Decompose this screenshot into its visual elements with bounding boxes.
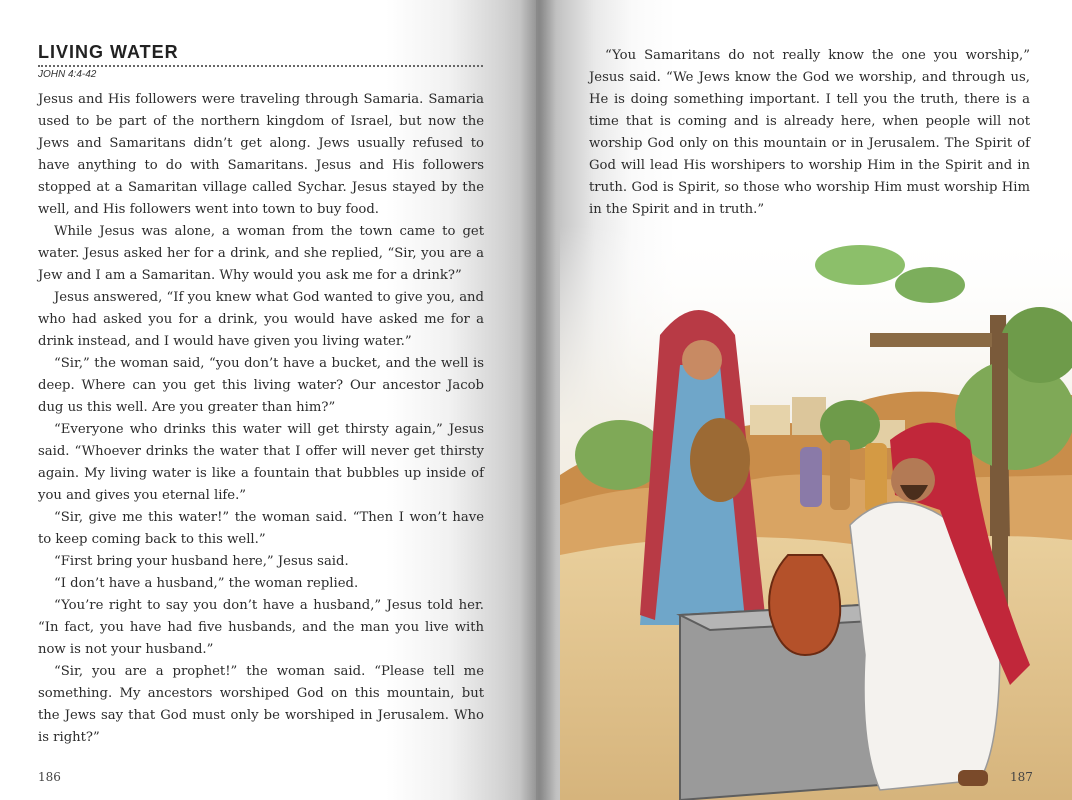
right-body-text: [589, 45, 1030, 221]
scripture-reference: JOHN 4:4-42: [38, 69, 97, 80]
bush: [820, 400, 880, 450]
paragraph: “Sir, you are a prophet!” the woman said. “Please tell me something. My ancestors worshiped God on this mountain, but the Jews say that God must only be worshiped in Jerusalem. Who is right?”: [38, 664, 484, 745]
story-title: LIVING WATER: [38, 42, 179, 62]
well-crossbeam: [870, 333, 1005, 347]
paragraph: “You Samaritans do not really know the one you worship,” Jesus said. “We Jews know the God we worship, and through us, He is doing something important. I tell you the truth, there is a time that is coming and is already here, when people will not worship God only on this mountain or in Jerusalem. The Spirit of God will lead His worshipers to worship Him in the Spirit and in truth. God is Spirit, so those who worship Him must worship Him in the Spirit and in truth.”: [589, 48, 1030, 217]
page-number-left: 186: [38, 770, 61, 784]
traveler: [800, 447, 822, 507]
traveler: [830, 440, 850, 510]
vine-leaves: [895, 267, 965, 303]
paragraph: While Jesus was alone, a woman from the town came to get water. Jesus asked her for a drink, and she replied, “Sir, you are a Jew and I am a Samaritan. Why would you ask me for a drink?”: [38, 224, 484, 283]
book-gutter-shadow: [520, 0, 556, 800]
paragraph: “First bring your husband here,” Jesus said.: [54, 554, 349, 569]
traveler: [865, 443, 887, 513]
illustration-woman-at-well: [560, 225, 1072, 800]
village-building: [750, 405, 790, 435]
paragraph: “I don’t have a husband,” the woman replied.: [54, 576, 359, 591]
paragraph: “Everyone who drinks this water will get thirsty again,” Jesus said. “Whoever drinks the water that I offer will never get thirsty again. My living water is like a fountain that bubbles up inside of you and gives you eternal life.”: [38, 422, 484, 503]
red-jar: [769, 555, 840, 655]
sandal: [958, 770, 988, 786]
paragraph: “You’re right to say you don’t have a husband,” Jesus told her. “In fact, you have had five husbands, and the man you live with now is not your husband.”: [38, 598, 484, 657]
paragraph: Jesus and His followers were traveling through Samaria. Samaria used to be part of the northern kingdom of Israel, but now the Jews and Samaritans didn’t get along. Jews usually refused to have anything to do with Samaritans. Jesus and His followers stopped at a Samaritan village called Sychar. Jesus stayed by the well, and His followers went into town to buy food.: [38, 92, 484, 217]
paragraph: “Sir, give me this water!” the woman said. “Then I won’t have to keep coming back to this well.”: [38, 510, 484, 547]
woman-head: [682, 340, 722, 380]
paragraph: Jesus answered, “If you knew what God wanted to give you, and who had asked you for a drink, you would have asked me for a drink instead, and I would have given you living water.”: [38, 290, 484, 349]
vine-leaves: [815, 245, 905, 285]
paragraph: “Sir,” the woman said, “you don’t have a bucket, and the well is deep. Where can you get this living water? Our ancestor Jacob dug us this well. Are you greater than him?”: [38, 356, 484, 415]
water-jar-woman: [690, 418, 750, 502]
title-divider: [38, 65, 483, 67]
left-body-text: [38, 89, 484, 749]
page-number-right: 187: [1010, 770, 1033, 784]
